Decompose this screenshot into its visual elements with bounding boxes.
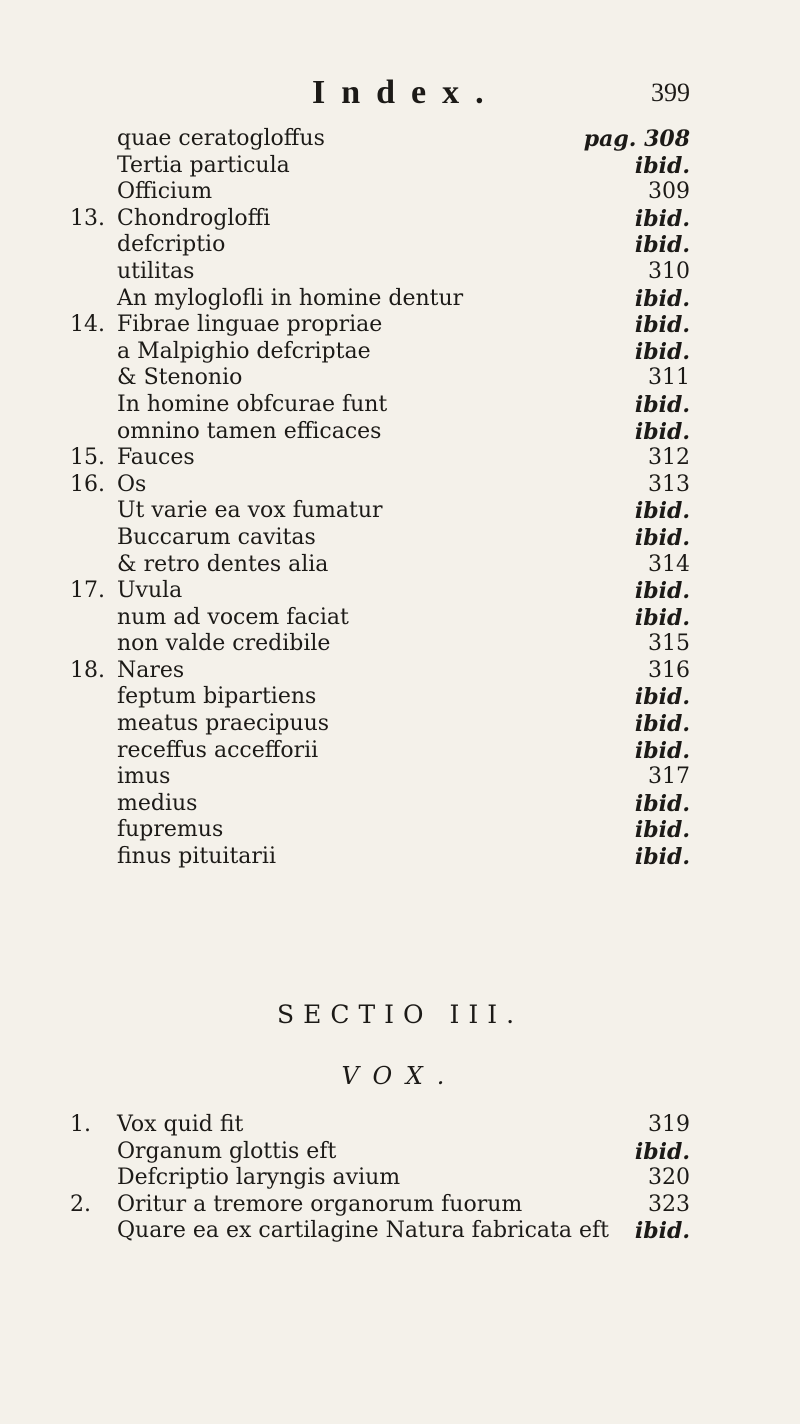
entry-label: In homine obfcurae funt <box>117 391 388 417</box>
entry-label: a Malpighio defcriptae <box>117 338 371 364</box>
entry-page-ref: ibid. <box>634 817 690 844</box>
index-entry <box>0 472 800 499</box>
entry-label: Organum glottis eft <box>117 1138 337 1164</box>
index-entry <box>0 445 800 472</box>
index-entry <box>0 232 800 259</box>
entry-label: Os <box>117 471 147 497</box>
entry-number: 15. <box>70 445 105 471</box>
entry-label: Chondrogloffi <box>117 205 271 231</box>
index-entry <box>0 1218 800 1245</box>
entry-page-ref: ibid. <box>634 285 690 312</box>
index-entry <box>0 179 800 206</box>
index-entry <box>0 764 800 791</box>
entry-page-ref: ibid. <box>634 737 690 764</box>
entry-page-ref: 313 <box>648 471 690 497</box>
index-entry <box>0 392 800 419</box>
entry-number: 18. <box>70 657 105 683</box>
entry-page-ref: ibid. <box>634 232 690 259</box>
index-entry <box>0 339 800 366</box>
index-entries-section-3 <box>0 1112 800 1245</box>
entry-page-ref: ibid. <box>634 604 690 631</box>
entry-label: meatus praecipuus <box>117 711 330 737</box>
entry-label: Nares <box>117 657 185 683</box>
index-entry <box>0 126 800 153</box>
entry-label: num ad vocem faciat <box>117 604 349 630</box>
entry-number: 2. <box>70 1191 91 1217</box>
entry-page-ref: ibid. <box>634 711 690 738</box>
entry-page-ref: ibid. <box>634 790 690 817</box>
index-entry <box>0 605 800 632</box>
entry-label: imus <box>117 764 171 790</box>
entry-label: finus pituitarii <box>117 844 277 870</box>
entry-page-ref: ibid. <box>634 1138 690 1165</box>
entry-label: Quare ea ex cartilagine Natura fabricata eft <box>117 1218 609 1244</box>
entry-page-ref: ibid. <box>634 1218 690 1245</box>
entry-page-ref: 311 <box>648 365 690 391</box>
entry-page-ref: 320 <box>648 1165 690 1191</box>
index-entry <box>0 711 800 738</box>
index-entries <box>0 126 800 871</box>
index-entry <box>0 1139 800 1166</box>
index-entry <box>0 684 800 711</box>
index-entry <box>0 658 800 685</box>
entry-number: 16. <box>70 471 105 497</box>
index-entry <box>0 286 800 313</box>
entry-label: quae ceratogloffus <box>117 126 325 151</box>
entry-page-ref: pag. 308 <box>583 126 690 152</box>
section-heading: SECTIO III. <box>276 1000 524 1029</box>
entry-label: defcriptio <box>117 232 226 258</box>
entry-page-ref: ibid. <box>634 524 690 551</box>
running-title: Index. <box>312 74 500 111</box>
entry-label: omnino tamen efficaces <box>117 418 382 444</box>
entry-label: Uvula <box>117 578 183 604</box>
entry-page-ref: ibid. <box>634 338 690 365</box>
entry-label: Fibrae linguae propriae <box>117 312 383 338</box>
page-number: 399 <box>651 78 690 107</box>
index-entry <box>0 365 800 392</box>
index-entry <box>0 552 800 579</box>
entry-page-ref: ibid. <box>634 498 690 525</box>
index-entry <box>0 1112 800 1139</box>
entry-number: 14. <box>70 312 105 338</box>
entry-label: & Stenonio <box>117 365 243 391</box>
index-entry <box>0 525 800 552</box>
entry-number: 13. <box>70 205 105 231</box>
entry-label: Ut varie ea vox fumatur <box>117 498 383 524</box>
entry-number: 17. <box>70 578 105 604</box>
entry-page-ref: 323 <box>648 1191 690 1217</box>
entry-page-ref: 314 <box>648 551 690 577</box>
entry-page-ref: ibid. <box>634 844 690 871</box>
entry-page-ref: ibid. <box>634 578 690 605</box>
entry-page-ref: 317 <box>648 764 690 790</box>
entry-label: receffus accefforii <box>117 737 319 763</box>
section-subtitle: VOX. <box>341 1062 459 1090</box>
index-entry <box>0 498 800 525</box>
index-entry <box>0 312 800 339</box>
entry-label: feptum bipartiens <box>117 684 317 710</box>
entry-label: An myloglofli in homine dentur <box>117 285 464 311</box>
index-entry <box>0 153 800 180</box>
entry-label: Defcriptio laryngis avium <box>117 1165 401 1191</box>
entry-label: Tertia particula <box>117 152 290 178</box>
entry-label: Officium <box>117 179 213 205</box>
index-entry <box>0 259 800 286</box>
page-header <box>0 74 800 118</box>
entry-label: Vox quid fit <box>117 1112 244 1137</box>
entry-page-ref: ibid. <box>634 684 690 711</box>
entry-label: fupremus <box>117 817 224 843</box>
entry-page-ref: 312 <box>648 445 690 471</box>
index-entry <box>0 578 800 605</box>
index-entry <box>0 1192 800 1219</box>
index-entry <box>0 791 800 818</box>
index-entry <box>0 738 800 765</box>
entry-page-ref: 319 <box>648 1112 690 1137</box>
entry-page-ref: ibid. <box>634 152 690 179</box>
entry-number: 1. <box>70 1112 91 1137</box>
entry-label: medius <box>117 790 198 816</box>
entry-label: Fauces <box>117 445 195 471</box>
entry-page-ref: 309 <box>648 179 690 205</box>
entry-page-ref: ibid. <box>634 205 690 232</box>
index-entry <box>0 817 800 844</box>
entry-page-ref: ibid. <box>634 312 690 339</box>
entry-label: Oritur a tremore organorum fuorum <box>117 1191 523 1217</box>
index-entry <box>0 844 800 871</box>
index-entry <box>0 631 800 658</box>
entry-label: utilitas <box>117 258 195 284</box>
index-entry <box>0 1165 800 1192</box>
entry-page-ref: ibid. <box>634 391 690 418</box>
index-entry <box>0 206 800 233</box>
entry-page-ref: 310 <box>648 258 690 284</box>
entry-label: Buccarum cavitas <box>117 524 316 550</box>
index-entry <box>0 419 800 446</box>
entry-page-ref: 315 <box>648 631 690 657</box>
entry-label: non valde credibile <box>117 631 331 657</box>
entry-page-ref: ibid. <box>634 418 690 445</box>
entry-page-ref: 316 <box>648 657 690 683</box>
entry-label: & retro dentes alia <box>117 551 329 577</box>
